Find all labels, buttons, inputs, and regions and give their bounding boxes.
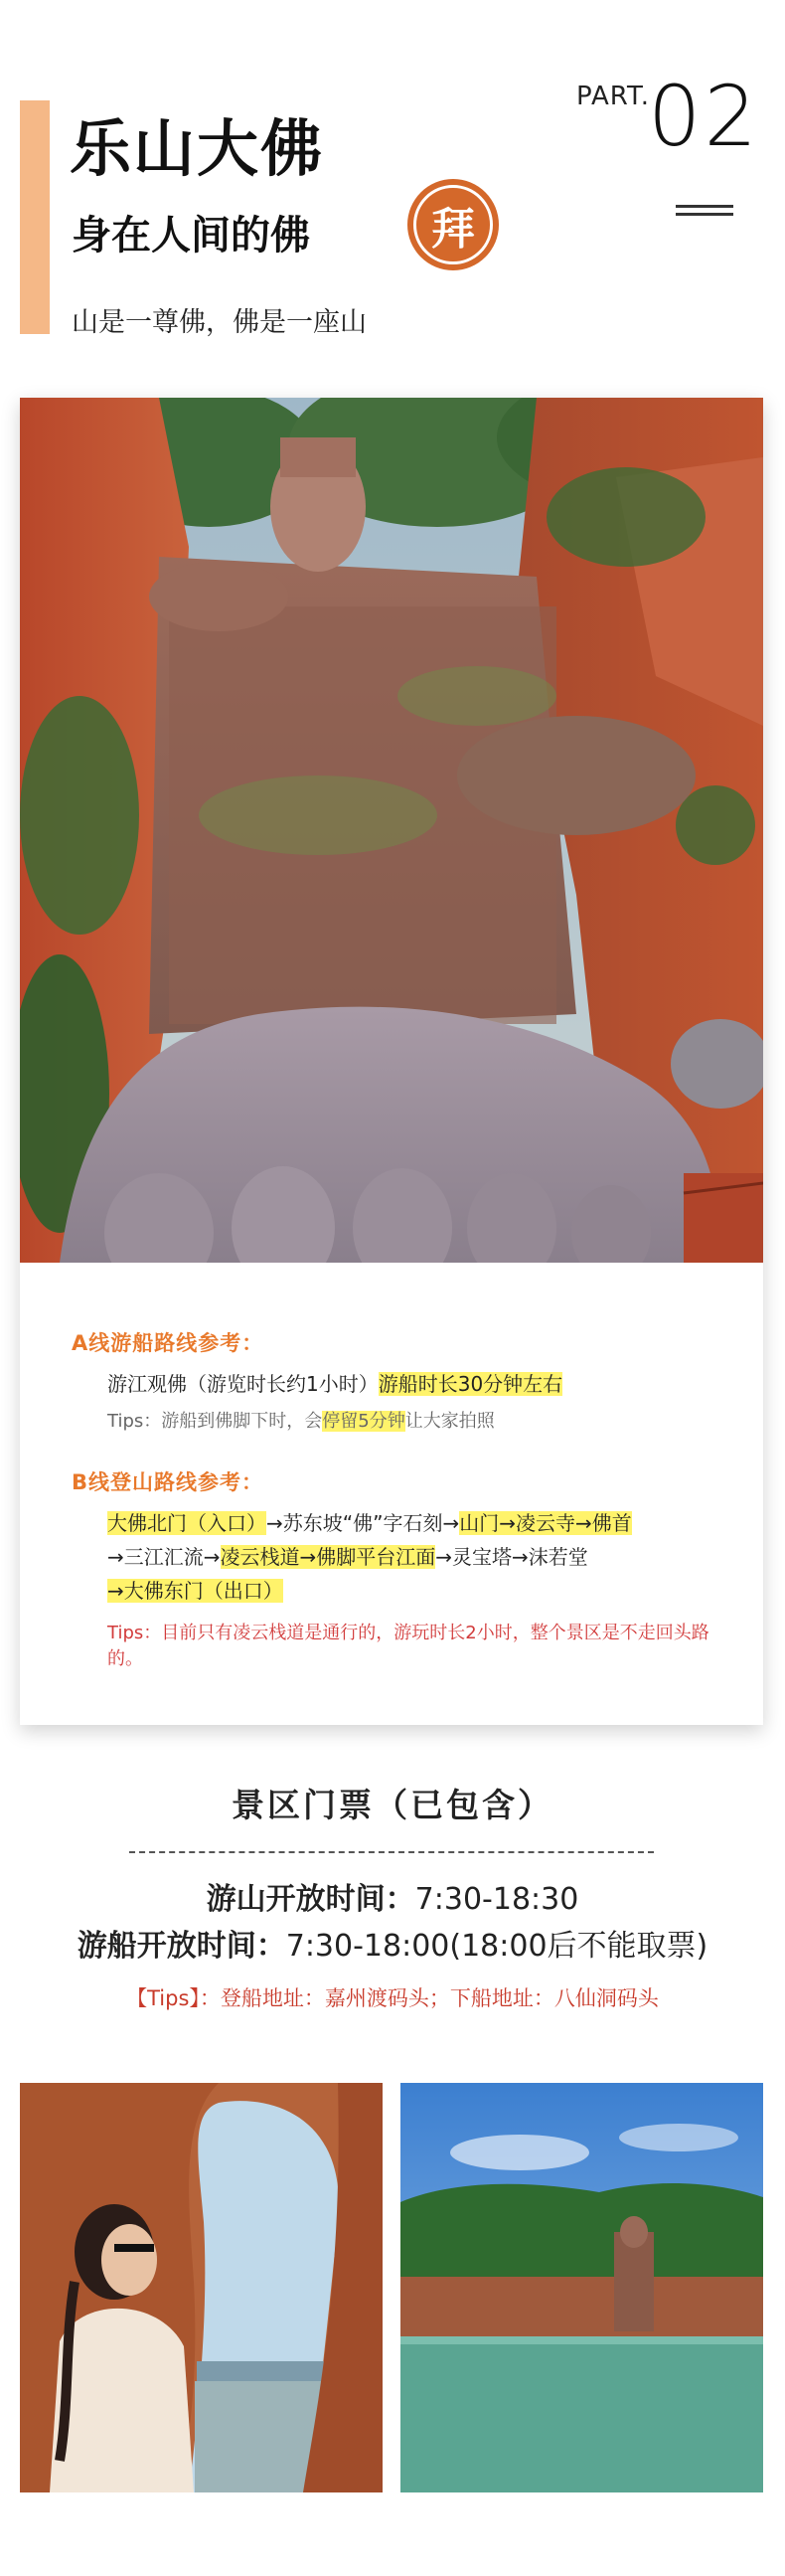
climb-hours bbox=[0, 1874, 785, 1918]
ticket-tips bbox=[0, 1982, 785, 2012]
boat-hours bbox=[0, 1921, 785, 1965]
route-a-tip bbox=[107, 1407, 495, 1433]
route-a-text: 游江观佛（游览时长约1小时） bbox=[107, 1372, 379, 1396]
page-subtitle: 身在人间的佛 bbox=[72, 213, 310, 258]
worship-stamp-icon bbox=[407, 179, 499, 270]
route-b-line2-hl: 凌云栈道→佛脚平台江面 bbox=[220, 1545, 436, 1569]
route-a-tip-highlight: 停留5分钟 bbox=[322, 1411, 405, 1432]
route-b-line2 bbox=[107, 1540, 733, 1574]
route-a-line bbox=[107, 1367, 562, 1401]
climb-hours-value: 7:30-18:30 bbox=[414, 1882, 579, 1917]
climb-hours-label: 游山开放时间： bbox=[206, 1882, 415, 1917]
route-a-title: A线游船路线参考： bbox=[72, 1331, 264, 1355]
route-b-line1 bbox=[107, 1506, 733, 1540]
leshan-buddha-photo bbox=[20, 398, 763, 1263]
page-title: 乐山大佛 bbox=[70, 112, 325, 185]
menu-icon bbox=[676, 205, 733, 219]
part-label: PART. bbox=[576, 82, 651, 111]
ticket-tips-text: ：登船地址：嘉州渡码头；下船地址：八仙洞码头 bbox=[199, 1986, 659, 2010]
route-a-tip-pre: Tips：游船到佛脚下时，会 bbox=[107, 1411, 323, 1432]
route-b-tip: Tips：目前只有凌云栈道是通行的，游玩时长2小时，整个景区是不走回头路的。 bbox=[107, 1623, 709, 1669]
ticket-title: 景区门票（已包含） bbox=[232, 1786, 553, 1824]
boat-hours-label: 游船开放时间： bbox=[77, 1929, 286, 1964]
route-b-line3-text: →大佛东门（出口） bbox=[107, 1579, 283, 1603]
boat-hours-value: 7:30-18:00(18:00后不能取票) bbox=[285, 1929, 708, 1964]
route-b-line3 bbox=[107, 1574, 283, 1608]
ticket-tips-label: 【Tips】 bbox=[126, 1986, 200, 2010]
part-number: 02 bbox=[648, 68, 760, 165]
route-b-line1-hl: 山门→凌云寺→佛首 bbox=[459, 1511, 632, 1535]
route-a-highlight: 游船时长30分钟左右 bbox=[378, 1372, 563, 1396]
divider bbox=[129, 1851, 654, 1853]
route-a-tip-post: 让大家拍照 bbox=[404, 1411, 495, 1432]
cave-window-photo bbox=[20, 2083, 383, 2492]
route-b-line1-rest: →苏东坡“佛”字石刻→ bbox=[266, 1511, 460, 1535]
accent-bar bbox=[20, 100, 50, 334]
route-b-line1-start: 大佛北门（入口） bbox=[107, 1511, 266, 1535]
route-b-line2-post: →灵宝塔→沫若堂 bbox=[435, 1545, 588, 1569]
route-b-title: B线登山路线参考： bbox=[72, 1470, 264, 1494]
river-view-photo bbox=[400, 2083, 763, 2492]
route-b-line2-pre: →三江汇流→ bbox=[107, 1545, 221, 1569]
stamp-char: 拜 bbox=[413, 185, 493, 264]
slogan: 山是一尊佛，佛是一座山 bbox=[72, 307, 367, 338]
